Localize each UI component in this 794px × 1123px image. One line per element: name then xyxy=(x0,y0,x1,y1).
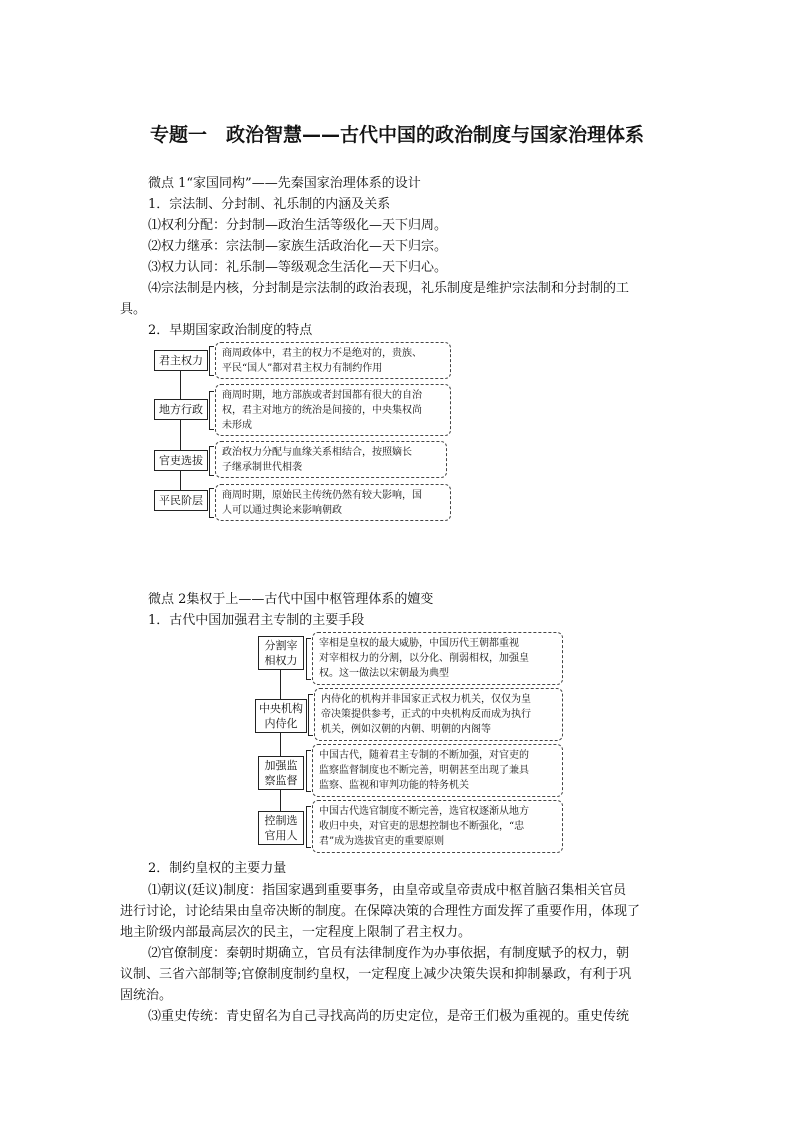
diagram-2-label-0-line-1: 相权力 xyxy=(264,654,298,667)
diagram-2-connector xyxy=(280,668,281,814)
diagram-2-label-3-line-0: 控制选 xyxy=(264,814,298,827)
diagram-1-text-1-line-2: 未形成 xyxy=(222,420,252,431)
section-2-item-1: 1．古代中国加强君主专制的主要手段 xyxy=(148,613,365,628)
para-3-line-0: ⑶重史传统：青史留名为自己寻找高尚的历史定位，是帝王们极为重视的。重史传统 xyxy=(148,1009,630,1024)
diagram-2-text-3 xyxy=(312,800,563,853)
diagram-2-label-0-line-0: 分割宰 xyxy=(264,639,298,652)
diagram-2-label-3-line-1: 官用人 xyxy=(264,829,298,842)
para-2-line-2: 固统治。 xyxy=(120,988,173,1003)
diagram-1-text-0-line-0: 商周政体中，君主的权力不是绝对的，贵族、 xyxy=(222,348,422,359)
paragraph-bureaucracy xyxy=(120,943,680,1006)
diagram-1-connector xyxy=(180,370,181,498)
diagram-2-text-2 xyxy=(312,744,563,797)
diagram-2-label-2-line-0: 加强监 xyxy=(264,759,298,772)
diagram-2-label-1 xyxy=(255,699,307,733)
diagram-1-text-2-line-1: 子继承制世代相袭 xyxy=(222,462,302,473)
diagram-2-text-1-line-1: 帝决策提供参考，正式的中央机构反而成为执行 xyxy=(321,709,531,720)
diagram-2-text-2-line-1: 监察监督制度也不断完善，明朝甚至出现了兼具 xyxy=(319,765,529,776)
paragraph-history-tradition xyxy=(120,1006,680,1027)
diagram-2-label-0 xyxy=(258,636,304,670)
diagram-1-brace-2 xyxy=(209,446,214,476)
diagram-1-text-0-line-1: 平民“国人”都对君主权力有制约作用 xyxy=(222,363,383,374)
section-1-item-2: 2．早期国家政治制度的特点 xyxy=(148,323,313,338)
para-1-line-1: 进行讨论，讨论结果由皇帝决断的制度。在保障决策的合理性方面发挥了重要作用，体现了 xyxy=(120,904,641,919)
diagram-2-label-2-line-1: 察监督 xyxy=(264,774,298,787)
diagram-1-text-1-line-1: 权，君主对地方的统治是间接的，中央集权尚 xyxy=(222,405,422,416)
section-1-heading: 微点 1“家国同构”——先秦国家治理体系的设计 xyxy=(148,176,421,191)
diagram-2-text-3-line-1: 收归中央，对官吏的思想控制也不断强化，“忠 xyxy=(319,821,525,832)
diagram-2-text-1 xyxy=(314,688,563,741)
diagram-2-text-3-line-2: 君”成为选拔官吏的重要原则 xyxy=(319,836,445,847)
para-2-line-0: ⑵官僚制度：秦朝时期确立，官员有法律制度作为办事依据，有制度赋予的权力，朝 xyxy=(148,946,630,961)
diagram-2-text-1-line-2: 机关，例如汉朝的内朝、明朝的内阁等 xyxy=(321,724,491,735)
diagram-1-label-0: 君主权力 xyxy=(154,350,208,371)
diagram-2-brace-0 xyxy=(306,638,311,680)
section-2-heading: 微点 2集权于上——古代中国中枢管理体系的嬗变 xyxy=(148,592,434,607)
diagram-2-text-1-line-0: 内侍化的机构并非国家正式权力机关，仅仅为皇 xyxy=(321,694,531,705)
diagram-1-brace-1 xyxy=(209,391,214,430)
diagram-2-text-2-line-0: 中国古代，随着君主专制的不断加强，对官吏的 xyxy=(319,750,529,761)
diagram-2-text-0-line-2: 权。这一做法以宋朝最为典型 xyxy=(319,668,449,679)
para-1-line-2: 地主阶级内部最高层次的民主，一定程度上限制了君主权力。 xyxy=(120,925,472,940)
diagram-2-text-0 xyxy=(312,632,563,685)
section-1-item-1: 1．宗法制、分封制、礼乐制的内涵及关系 xyxy=(148,197,391,212)
diagram-1-text-2-line-0: 政治权力分配与血缘关系相结合，按照嫡长 xyxy=(222,447,412,458)
diagram-2-text-2-line-2: 监察、监视和审判功能的特务机关 xyxy=(319,780,469,791)
diagram-1-text-1 xyxy=(215,384,451,436)
diagram-1-text-3-line-1: 人可以通过舆论来影响朝政 xyxy=(222,505,342,516)
diagram-2-brace-3 xyxy=(306,806,311,848)
section-2-item-2: 2．制约皇权的主要力量 xyxy=(148,861,287,876)
para-1-line-0: ⑴朝议(廷议)制度：指国家遇到重要事务，由皇帝或皇帝责成中枢首脑召集相关官员 xyxy=(148,883,627,898)
section-1-point-4: ⑷宗法制是内核，分封制是宗法制的政治表现，礼乐制度是维护宗法制和分封制的工 xyxy=(148,281,630,296)
diagram-1-text-3 xyxy=(215,484,451,521)
diagram-2-label-1-line-1: 内侍化 xyxy=(264,717,298,730)
diagram-2-text-0-line-0: 宰相是皇权的最大威胁，中国历代王朝都重视 xyxy=(319,638,519,649)
diagram-1-text-3-line-0: 商周时期，原始民主传统仍然有较大影响，国 xyxy=(222,490,422,501)
section-1-point-1: ⑴权利分配：分封制—政治生活等级化—天下归周。 xyxy=(148,218,448,233)
diagram-1-brace-3 xyxy=(209,488,214,518)
diagram-1-label-2: 官吏选拔 xyxy=(154,450,208,471)
diagram-2-label-3 xyxy=(258,811,304,845)
diagram-1-text-2 xyxy=(215,441,447,478)
section-1-point-4-cont: 具。 xyxy=(120,302,147,317)
page-title: 专题一 政治智慧——古代中国的政治制度与国家治理体系 xyxy=(149,124,644,146)
para-2-line-1: 议制、三省六部制等;官僚制度制约皇权，一定程度上减少决策失误和抑制暴政，有利于巩 xyxy=(120,967,632,982)
diagram-2-text-0-line-1: 对宰相权力的分割，以分化、削弱相权，加强皇 xyxy=(319,653,529,664)
diagram-2-text-3-line-0: 中国古代选官制度不断完善，选官权逐渐从地方 xyxy=(319,806,529,817)
diagram-2-brace-2 xyxy=(306,750,311,792)
diagram-1-label-3: 平民阶层 xyxy=(154,490,208,511)
diagram-1-label-1: 地方行政 xyxy=(154,399,208,420)
section-1-point-3: ⑶权力认同：礼乐制—等级观念生活化—天下归心。 xyxy=(148,260,448,275)
diagram-1-text-1-line-0: 商周时期，地方部族或者封国都有很大的自治 xyxy=(222,390,422,401)
diagram-2-label-1-line-0: 中央机构 xyxy=(259,702,303,715)
diagram-2-label-2 xyxy=(258,756,304,790)
section-1-point-2: ⑵权力继承：宗法制—家族生活政治化—天下归宗。 xyxy=(148,239,448,254)
diagram-2-brace-1 xyxy=(308,694,313,736)
diagram-1-brace-0 xyxy=(209,346,214,376)
paragraph-court-deliberation xyxy=(120,880,680,943)
diagram-1-text-0 xyxy=(215,342,451,379)
